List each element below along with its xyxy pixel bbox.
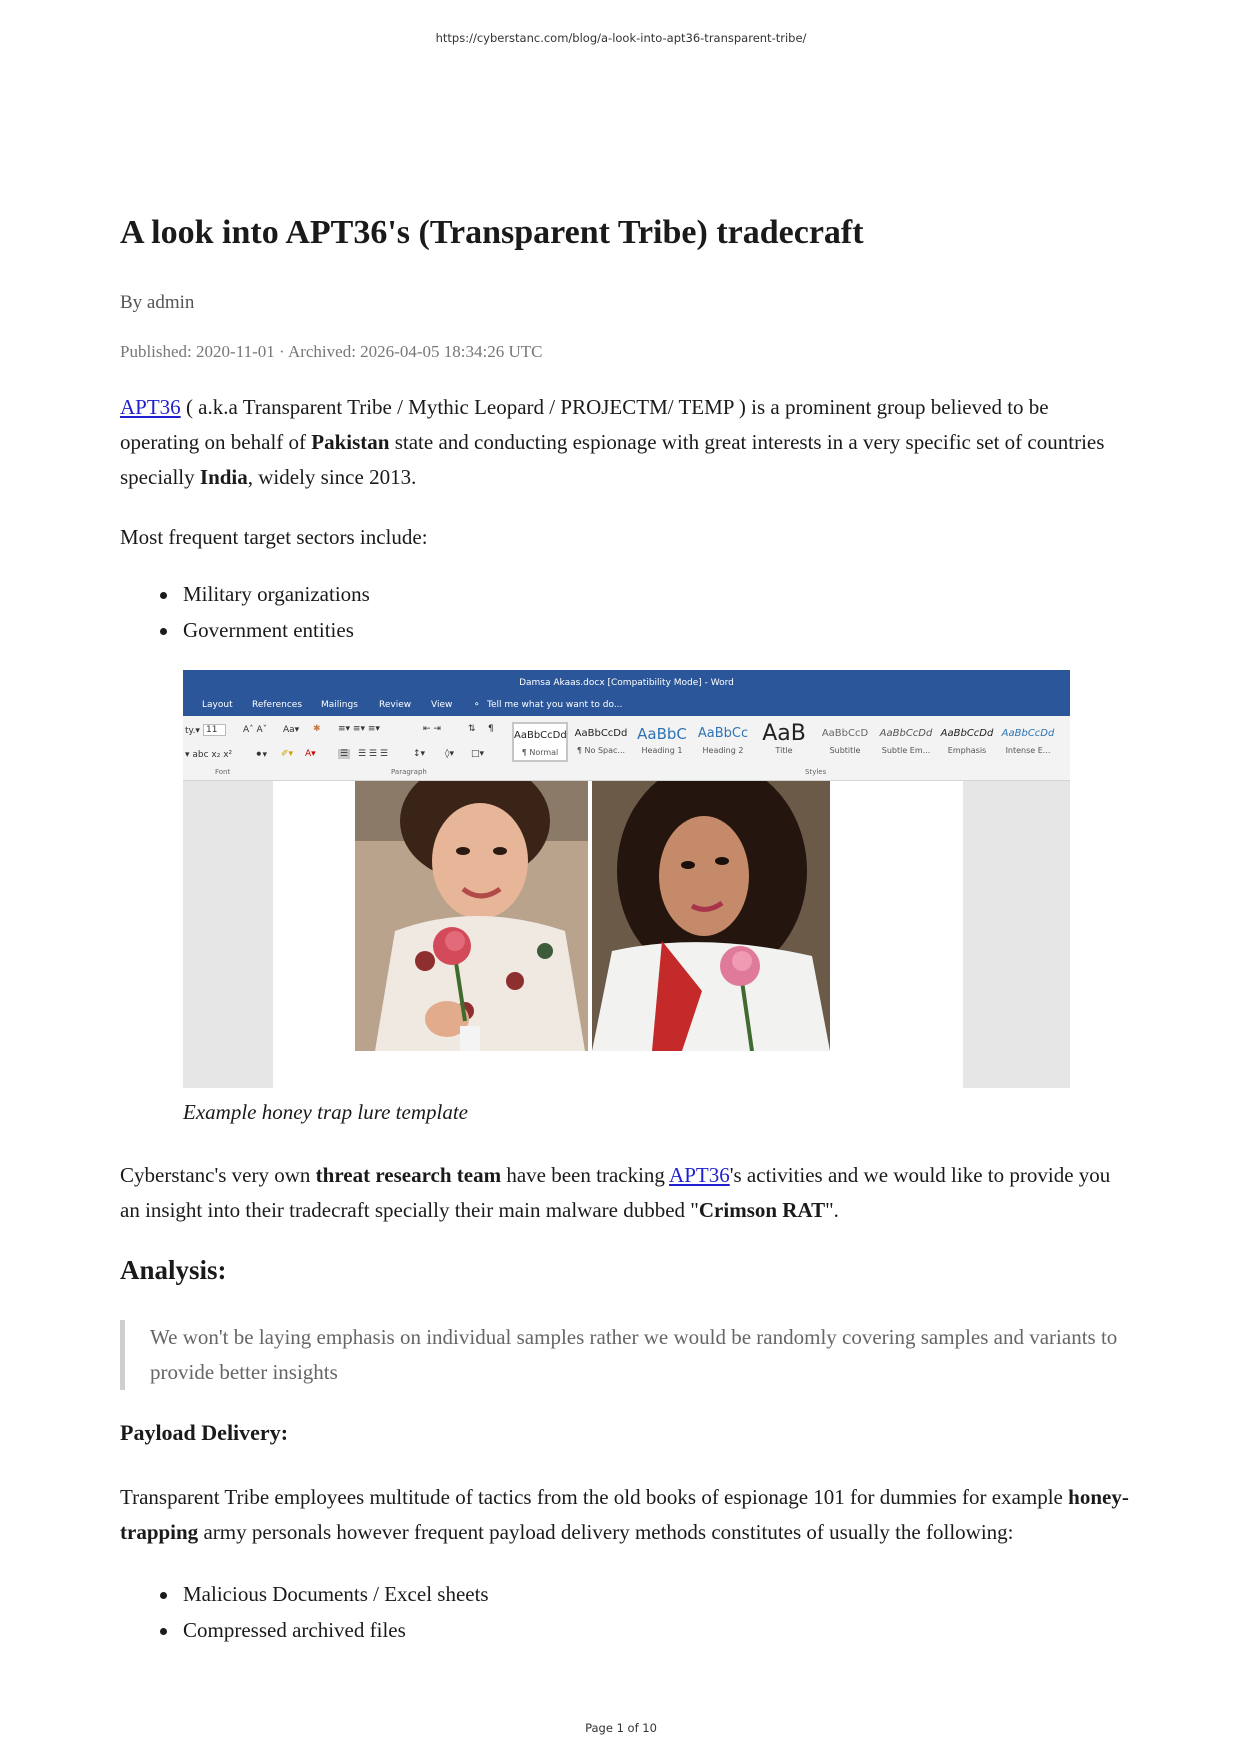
indent-icon: ⇤ ⇥ [423,724,441,734]
article-title: A look into APT36's (Transparent Tribe) tradecraft [120,214,864,251]
sectors-list [120,576,370,648]
intro-paragraph [120,390,1125,495]
tracking-text-3: 's activities and we would like to provide you an insight into their tradecraft specially their main malware dubbed " [120,1163,1111,1222]
delivery-methods-list [120,1576,489,1648]
analysis-blockquote [120,1320,1125,1390]
line-spacing-icon: ↕▾ [413,749,426,759]
word-window-title: Damsa Akaas.docx [Compatibility Mode] - Word [183,670,1070,694]
style-subtle-emphasis: AaBbCcDd Subtle Em... [879,728,933,755]
word-ribbon-tabs [183,694,1070,716]
tracking-text-2: have been tracking [501,1163,670,1187]
publish-info: Published: 2020-11-01 · Archived: 2026-04-05 18:34:26 UTC [120,342,543,361]
font-color-icon: A▾ [305,749,316,759]
pilcrow-icon: ¶ [488,724,494,734]
word-tab: Layout [202,700,233,710]
intro-bold-pakistan: Pakistan [311,430,390,454]
byline: By admin [120,292,195,313]
payload-bold-honeytrap: honey-trapping [120,1485,1129,1544]
apt36-link[interactable]: APT36 [120,395,181,419]
page-number: Page 1 of 10 [585,1721,657,1735]
align-icons: ☰ ☰ ☰ [358,749,388,759]
word-tab: Review [379,700,412,710]
font-size-box: 11 [203,724,226,736]
intro-text-1: ( a.k.a Transparent Tribe / Mythic Leopard / PROJECTM/ TEMP ) is a prominent group believed to be operating on behalf of [120,395,1049,454]
style-subtitle: AaBbCcD Subtitle [821,728,869,755]
styles-group-label: Styles [805,768,827,776]
list-item: Malicious Documents / Excel sheets [120,1576,489,1612]
paragraph-group-label: Paragraph [391,768,427,776]
font-name-box: ty.▾ [185,726,200,736]
tracking-bold-team: threat research team [315,1163,502,1187]
list-item: Government entities [120,612,370,648]
payload-text-2: army personals however frequent payload delivery methods constitutes of usually the following: [198,1520,1014,1544]
delivery-list-wrap [120,1576,489,1648]
source-url: https://cyberstanc.com/blog/a-look-into-apt36-transparent-tribe/ [435,31,807,45]
figure-caption: Example honey trap lure template [183,1100,468,1124]
style-no-spacing: AaBbCcDd ¶ No Spac... [574,728,628,755]
word-tell-me: Tell me what you want to do... [487,700,623,710]
style-title: AaB Title [762,721,806,755]
tracking-text-4: ". [825,1198,839,1222]
intro-text-2: state and conducting espionage with great interests in a very specific set of countries specially [120,430,1105,489]
word-ribbon [183,716,1070,781]
highlight-icon: ✐▾ [281,749,294,759]
photo-woman-with-rose-2 [592,781,830,1051]
apt36-link-2[interactable]: APT36 [669,1163,730,1187]
intro-text-3: , widely since 2013. [247,465,417,489]
sectors-intro: Most frequent target sectors include: [120,525,428,549]
bullets-icon: ≡▾ ≡▾ ≡▾ [338,724,380,734]
tracking-text-1: Cyberstanc's very own [120,1163,316,1187]
shading-icon: ◊▾ [445,749,454,759]
list-item: Compressed archived files [120,1612,489,1648]
word-tab: View [431,700,453,710]
intro-bold-india: India [199,465,248,489]
sort-icon: ⇅ [468,724,476,734]
text-effects-icon: ⚫▾ [255,750,268,760]
payload-paragraph [120,1480,1130,1550]
style-intense-emphasis: AaBbCcDd Intense E... [1001,728,1055,755]
clear-format-icon: ✱ [313,724,321,734]
style-normal: AaBbCcDd ¶ Normal [512,722,568,762]
word-tab: Mailings [321,700,358,710]
style-heading-1: AaBbC Heading 1 [637,725,687,755]
font-group-label: Font [215,768,231,776]
honey-trap-figure [183,670,1070,1088]
style-emphasis: AaBbCcDd Emphasis [940,728,994,755]
borders-icon: □▾ [471,749,485,759]
style-heading-2: AaBbCc Heading 2 [697,726,749,755]
grow-font-icon: Aˆ Aˇ [243,725,268,735]
analysis-heading: Analysis: [120,1255,227,1285]
strikethrough-icon: ▾ abc x₂ x² [185,750,233,760]
tracking-paragraph [120,1158,1125,1228]
quote-text: We won't be laying emphasis on individual samples rather we would be randomly covering samples and variants to provide better insights [150,1325,1118,1384]
photo-woman-with-rose-1 [355,781,588,1051]
payload-heading: Payload Delivery: [120,1420,289,1445]
word-tab: References [252,700,303,710]
payload-text-1: Transparent Tribe employees multitude of tactics from the old books of espionage 101 for dummies for example [120,1485,1069,1509]
list-item: Military organizations [120,576,370,612]
tracking-bold-crimson: Crimson RAT [698,1198,826,1222]
change-case-icon: Aa▾ [283,725,300,735]
lightbulb-icon: ⚬ [473,700,481,710]
align-left-icon: ☰ [340,749,349,759]
